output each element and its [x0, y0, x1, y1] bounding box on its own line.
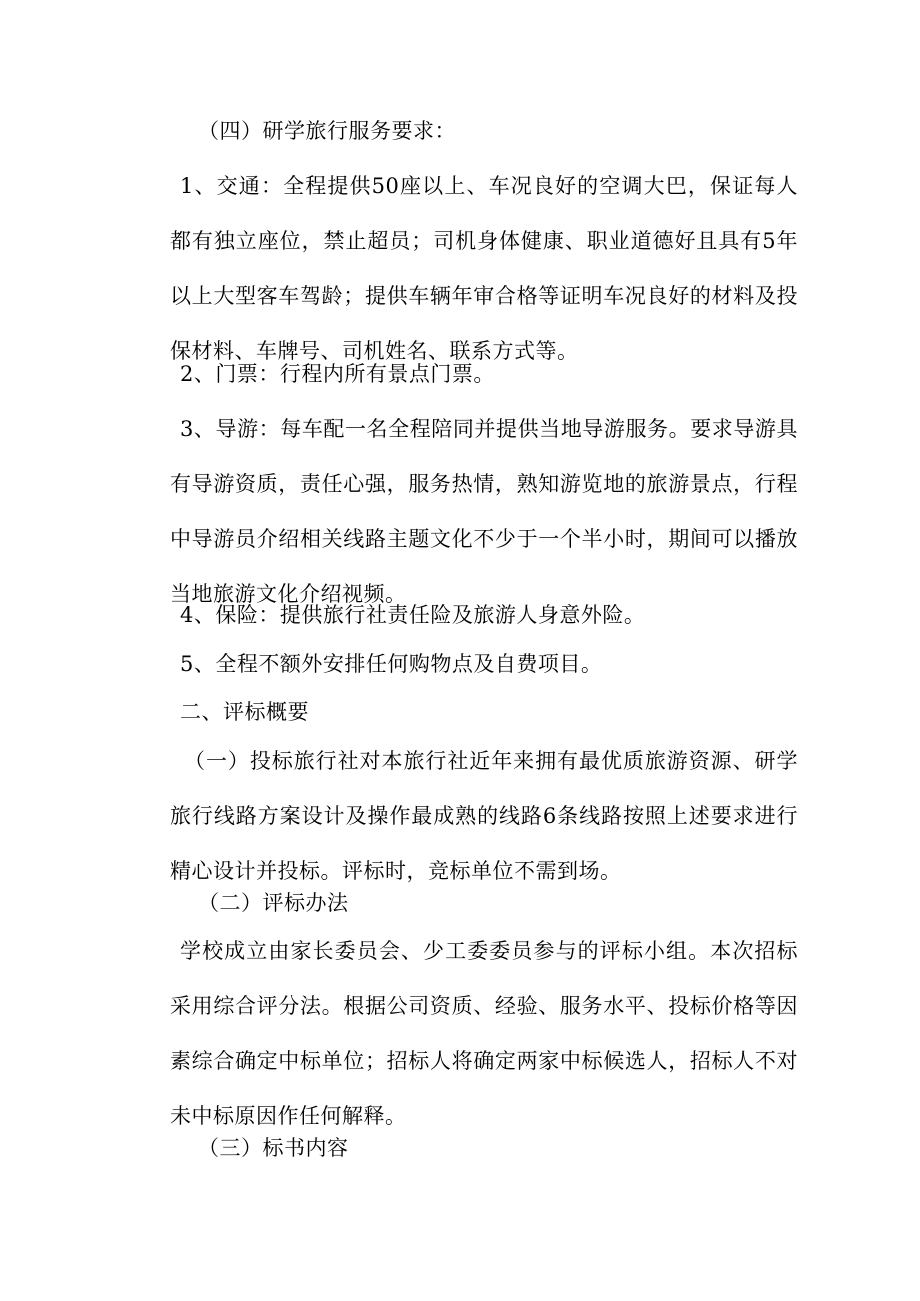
paragraph-evaluation-method: 学校成立由家长委员会、少工委委员参与的评标小组。本次招标采用综合评分法。根据公司资质、经验、服务水平、投标价格等因素综合确定中标单位；招标人将确定两家中标候选人，招标人不对未中标原因作任何解释。: [170, 939, 798, 1128]
section-heading-service-requirements: （四）研学旅行服务要求：: [198, 119, 456, 143]
paragraph-insurance: 4、保险：提供旅行社责任险及旅游人身意外险。: [180, 603, 646, 627]
section-heading-evaluation-overview: 二、评标概要: [180, 700, 309, 724]
paragraph-guide: 3、导游：每车配一名全程陪同并提供当地导游服务。要求导游具有导游资质，责任心强，服务热情，熟知游览地的旅游景点，行程中导游员介绍相关线路主题文化不少于一个半小时，期间可以播放当地旅游文化介绍视频。: [170, 417, 798, 606]
section-heading-evaluation-method: （二）评标办法: [198, 891, 349, 915]
section-heading-bid-contents: （三）标书内容: [198, 1136, 349, 1160]
paragraph-tickets: 2、门票：行程内所有景点门票。: [180, 362, 495, 386]
paragraph-no-shopping: 5、全程不额外安排任何购物点及自费项目。: [180, 652, 603, 676]
paragraph-bidding-routes: （一）投标旅行社对本旅行社近年来拥有最优质旅游资源、研学旅行线路方案设计及操作最成熟的线路6条线路按照上述要求进行精心设计并投标。评标时，竞标单位不需到场。: [170, 749, 798, 883]
paragraph-transport: 1、交通：全程提供50座以上、车况良好的空调大巴，保证每人都有独立座位，禁止超员；司机身体健康、职业道德好且具有5年以上大型客车驾龄；提供车辆年审合格等证明车况良好的材料及投保材料、车牌号、司机姓名、联系方式等。: [170, 174, 798, 363]
